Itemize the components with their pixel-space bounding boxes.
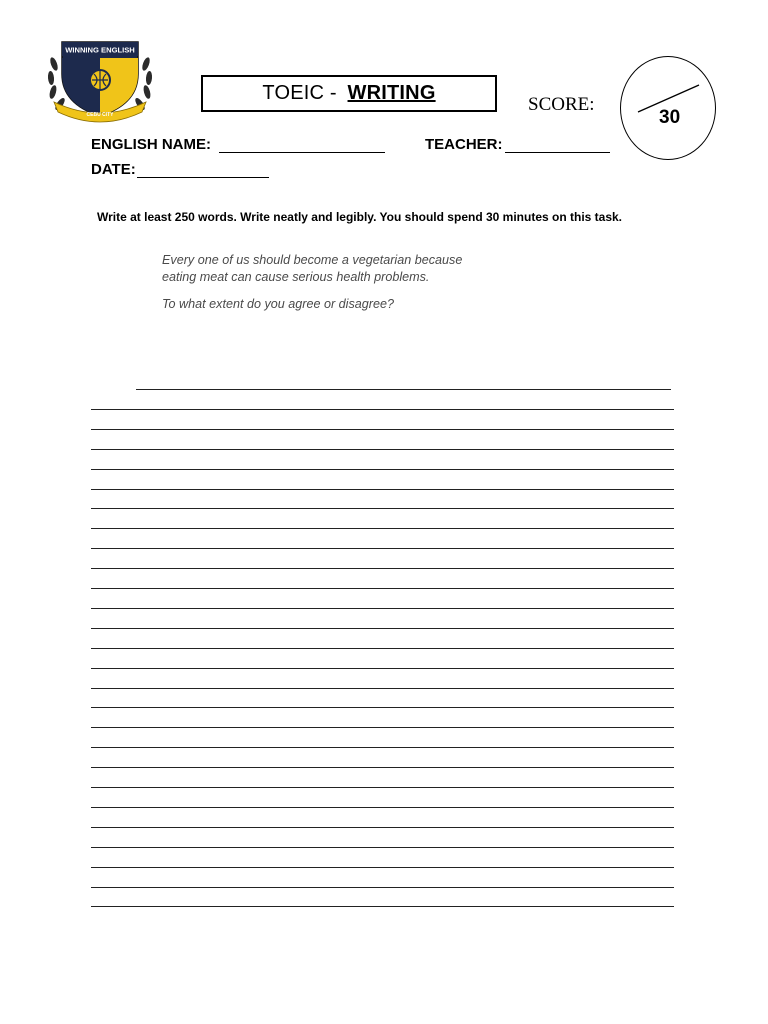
winning-english-crest-icon bbox=[44, 34, 156, 124]
writing-line[interactable] bbox=[91, 429, 674, 430]
english-name-field bbox=[91, 136, 385, 153]
logo-banner-text: CEBU CITY bbox=[86, 112, 114, 118]
title-prefix: TOEIC - bbox=[262, 82, 343, 104]
writing-line[interactable] bbox=[91, 528, 674, 529]
score-label: SCORE: bbox=[528, 94, 595, 115]
writing-line[interactable] bbox=[91, 489, 674, 490]
writing-line[interactable] bbox=[91, 668, 674, 669]
writing-line[interactable] bbox=[91, 469, 674, 470]
writing-line[interactable] bbox=[91, 747, 674, 748]
writing-line[interactable] bbox=[91, 887, 674, 888]
writing-line[interactable] bbox=[91, 906, 674, 907]
teacher-label: TEACHER: bbox=[425, 136, 503, 153]
writing-line[interactable] bbox=[91, 847, 674, 848]
writing-line[interactable] bbox=[91, 867, 674, 868]
title-emphasis: WRITING bbox=[347, 82, 436, 104]
teacher-blank[interactable] bbox=[505, 138, 610, 153]
prompt-statement-line2: eating meat can cause serious health problems. bbox=[162, 270, 430, 284]
writing-line[interactable] bbox=[91, 807, 674, 808]
english-name-label: ENGLISH NAME: bbox=[91, 136, 211, 153]
writing-line[interactable] bbox=[91, 449, 674, 450]
writing-line[interactable] bbox=[91, 568, 674, 569]
writing-line[interactable] bbox=[91, 409, 674, 410]
date-label: DATE: bbox=[91, 161, 136, 178]
writing-line[interactable] bbox=[91, 608, 674, 609]
essay-prompt bbox=[162, 252, 462, 313]
writing-line[interactable] bbox=[91, 827, 674, 828]
writing-line[interactable] bbox=[91, 628, 674, 629]
writing-line[interactable] bbox=[91, 727, 674, 728]
teacher-field bbox=[425, 136, 610, 153]
writing-line[interactable] bbox=[136, 389, 671, 390]
logo-top-text: WINNING ENGLISH bbox=[65, 45, 135, 55]
writing-line[interactable] bbox=[91, 707, 674, 708]
worksheet-title bbox=[201, 75, 497, 112]
writing-line[interactable] bbox=[91, 548, 674, 549]
score-circle bbox=[620, 56, 716, 160]
prompt-statement-line1: Every one of us should become a vegetarian because bbox=[162, 253, 463, 267]
school-logo bbox=[44, 34, 156, 124]
instructions: Write at least 250 words. Write neatly and legibly. You should spend 30 minutes on this task. bbox=[97, 210, 623, 224]
writing-line[interactable] bbox=[91, 588, 674, 589]
writing-line[interactable] bbox=[91, 648, 674, 649]
prompt-question: To what extent do you agree or disagree? bbox=[162, 297, 394, 311]
date-blank[interactable] bbox=[137, 163, 269, 178]
writing-line[interactable] bbox=[91, 508, 674, 509]
score-max: 30 bbox=[659, 107, 681, 128]
writing-line[interactable] bbox=[91, 787, 674, 788]
writing-line[interactable] bbox=[91, 767, 674, 768]
english-name-blank[interactable] bbox=[219, 138, 385, 153]
date-field bbox=[91, 161, 269, 178]
writing-line[interactable] bbox=[91, 688, 674, 689]
